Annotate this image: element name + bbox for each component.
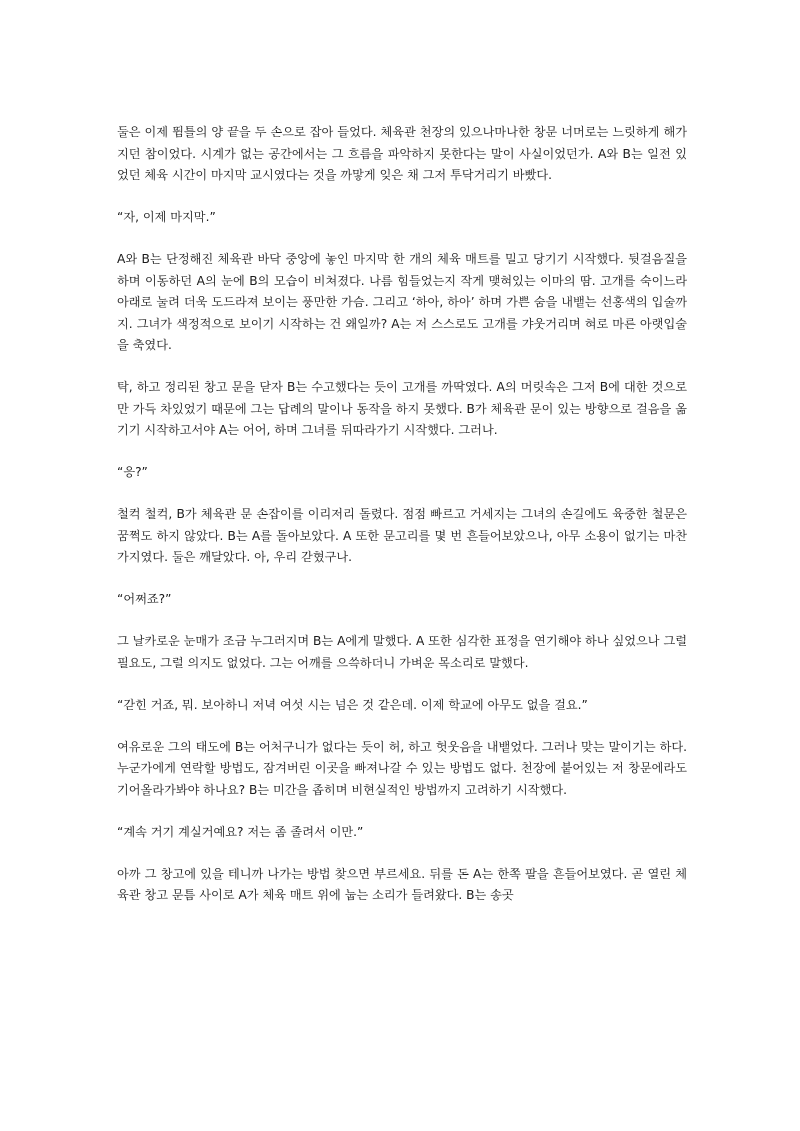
document-body xyxy=(117,122,687,907)
paragraph-1: 둘은 이제 뜀틀의 양 끝을 두 손으로 잡아 들었다. 체육관 천장의 있으나마나한 창문 너머로는 느릿하게 해가 지던 참이었다. 시계가 없는 공간에서는 그 흐름을 파악하지 못한다는 말이 사실이었던가. A와 B는 일전 있었던 체육 시간이 마지막 교시였다는 것을 까맣게 잊은 채 그저 투닥거리기 바빴다. xyxy=(117,125,687,182)
paragraph-6: 여유로운 그의 태도에 B는 어처구니가 없다는 듯이 허, 하고 헛웃음을 내뱉었다. 그러나 맞는 말이기는 하다. 누군가에게 연락할 방법도, 잠겨버린 이곳을 빠져나갈 수 있는 방법도 없다. 천장에 붙어있는 저 창문에라도 기어올라가봐야 하나요? B는 미간을 좁히며 비현실적인 방법까지 고려하기 시작했다. xyxy=(117,739,687,797)
dialogue-line-1: “자, 이제 마지막.” xyxy=(117,210,216,224)
paragraph-4: 철컥 철컥, B가 체육관 문 손잡이를 이리저리 돌렸다. 점점 빠르고 거세지는 그녀의 손길에도 육중한 철문은 꿈쩍도 하지 않았다. B는 A를 돌아보았다. A 또한 문고리를 몇 번 흔들어보았으나, 아무 소용이 없기는 마찬가지였다. 둘은 깨달았다. 아, 우리 갇혔구나. xyxy=(117,507,687,564)
paragraph-7: 아까 그 창고에 있을 테니까 나가는 방법 찾으면 부르세요. 뒤를 돈 A는 한쪽 팔을 흔들어보였다. 곧 열린 체육관 창고 문틈 사이로 A가 체육 매트 위에 눕는 소리가 들려왔다. B는 송곳 xyxy=(117,866,687,902)
dialogue-line-4: “갇힌 거죠, 뭐. 보아하니 저녁 여섯 시는 넘은 것 같은데. 이제 학교에 아무도 없을 걸요.” xyxy=(117,697,588,712)
dialogue-line-2: “응?” xyxy=(117,465,148,479)
paragraph-5: 그 날카로운 눈매가 조금 누그러지며 B는 A에게 말했다. A 또한 심각한 표정을 연기해야 하나 싶었으나 그럴 필요도, 그럴 의지도 없었다. 그는 어깨를 으쓱하더니 가벼운 목소리로 말했다. xyxy=(117,634,687,670)
paragraph-2: A와 B는 단정해진 체육관 바닥 중앙에 놓인 마지막 한 개의 체육 매트를 밀고 당기기 시작했다. 뒷걸음질을 하며 이동하던 A의 눈에 B의 모습이 비쳐졌다. 나름 힘들었는지 작게 맺혀있는 이마의 땀. 고개를 숙이느라 아래로 눌려 더욱 도드라져 보이는 풍만한 가슴. 그리고 ‘하아, 하아’ 하며 가쁜 숨을 내뱉는 선홍색의 입술까지. 그녀가 색정적으로 보이기 시작하는 건 왜일까? A는 저 스스로도 고개를 갸웃거리며 혀로 마른 아랫입술을 축였다. xyxy=(117,252,687,352)
paragraph-3: 탁, 하고 정리된 창고 문을 닫자 B는 수고했다는 듯이 고개를 까딱였다. A의 머릿속은 그저 B에 대한 것으로만 가득 차있었기 때문에 그는 답례의 말이나 동작을 하지 못했다. B가 체육관 문이 있는 방향으로 걸음을 옮기기 시작하고서야 A는 어어, 하며 그녀를 뒤따라가기 시작했다. 그러나. xyxy=(117,380,687,437)
dialogue-line-5: “계속 거기 계실거예요? 저는 좀 졸려서 이만.” xyxy=(117,824,364,839)
dialogue-line-3: “어쩌죠?” xyxy=(117,592,172,606)
